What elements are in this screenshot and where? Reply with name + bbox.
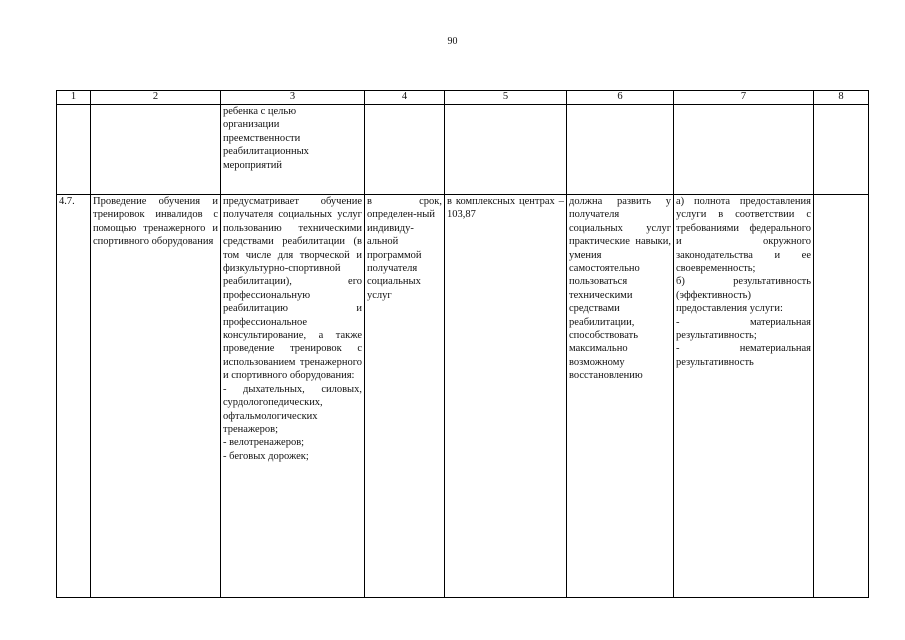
text-block: - беговых дорожек; [223, 450, 309, 462]
text-line: мероприятий [223, 159, 282, 171]
text-block: - материальная результативность; [676, 316, 811, 342]
text-block: - нематериальная результативность [676, 343, 811, 368]
text-line: ребенка с целью [223, 106, 297, 117]
column-header-1: 1 [57, 91, 91, 105]
service-term [365, 195, 445, 598]
row-number: 4.7. [57, 195, 91, 598]
column-header-5: 5 [445, 91, 567, 105]
continuation-row [57, 105, 869, 195]
service-description [221, 195, 365, 598]
column-number-row [57, 91, 869, 105]
cell [674, 105, 814, 195]
text-block: а) полнота предоставления услуги в соответствии с требованиями федерального и окружного законодательства и ее своевременность; [676, 196, 811, 275]
service-quality [567, 195, 674, 598]
page-number: 90 [447, 36, 458, 47]
column-header-7: 7 [674, 91, 814, 105]
text-block: Проведение обучения и тренировок инвалидов с помощью тренажерного и спортивного оборудования [93, 196, 218, 248]
cell [567, 105, 674, 195]
text-block: в комплексных центрах – 103,87 [447, 196, 564, 221]
service-evaluation [674, 195, 814, 598]
cell [814, 195, 869, 598]
service-tariff [445, 195, 567, 598]
cell [445, 105, 567, 195]
service-row [57, 195, 869, 598]
text-block: предусматривает обучение получателя социальных услуг пользованию техническими средствами реабилитации (в том числе для творческой и физкультурно-спортивной реабилитации), его профессиональную реабилитацию и профессиональное консультирование, а также проведение тренировок с использованием тренажерного и спортивного оборудования: [223, 196, 362, 382]
text-line: преемственности [223, 132, 301, 144]
service-name [91, 195, 221, 598]
text-line: реабилитационных [223, 146, 309, 158]
column-header-2: 2 [91, 91, 221, 105]
column-header-3: 3 [221, 91, 365, 105]
continuation-description [221, 105, 365, 195]
services-table [56, 90, 869, 598]
text-block: б) результативность (эффективность) предоставления услуги: [676, 276, 811, 315]
column-header-6: 6 [567, 91, 674, 105]
cell [91, 105, 221, 195]
text-block: - дыхательных, силовых, сурдологопедических, офтальмологических тренажеров; [223, 383, 362, 435]
text-block: в срок, определен-ный индивиду-альной программой получателя социальных услуг [367, 196, 442, 301]
cell [814, 105, 869, 195]
cell [57, 105, 91, 195]
cell [365, 105, 445, 195]
column-header-4: 4 [365, 91, 445, 105]
text-block: - велотренажеров; [223, 437, 305, 449]
text-block: должна развить у получателя социальных услуг практические навыки, умения самостоятельно пользоваться техническими средствами реабилитации, способствовать максимально возможному восстановлению [569, 196, 671, 382]
column-header-8: 8 [814, 91, 869, 105]
text-line: организации [223, 119, 280, 131]
